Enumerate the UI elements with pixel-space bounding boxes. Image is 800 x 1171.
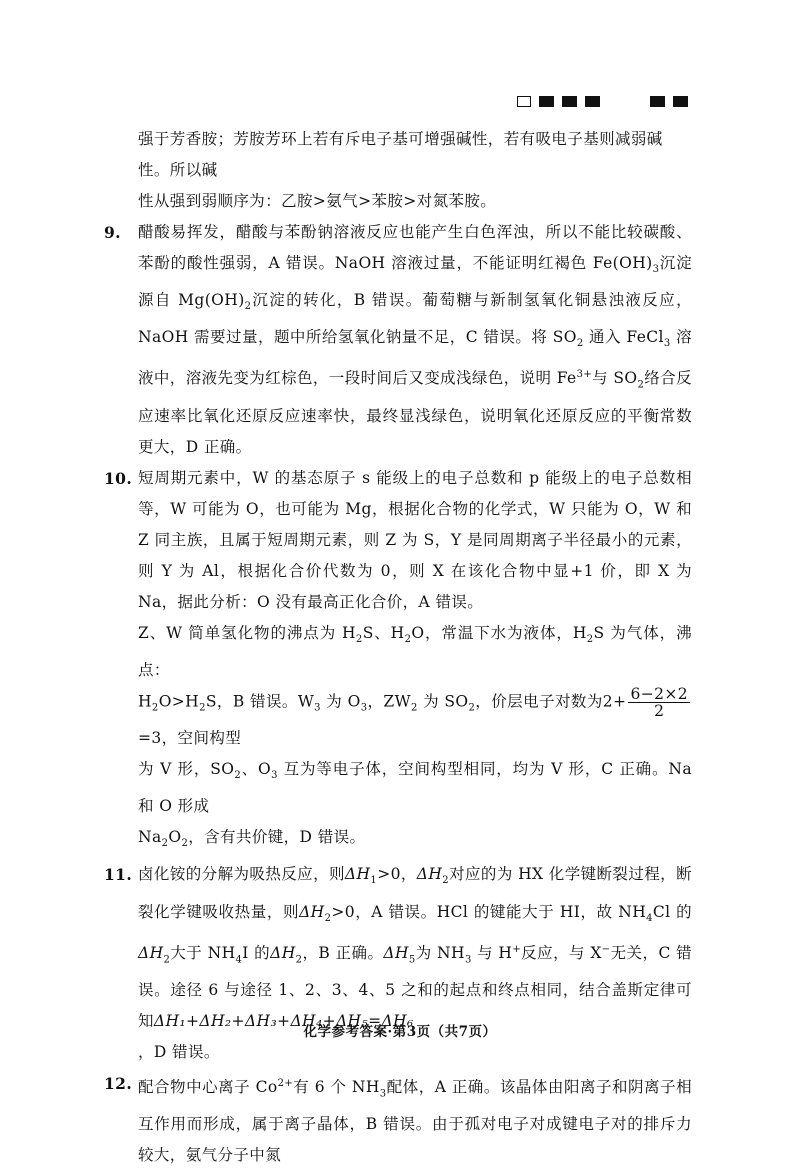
answer-9 <box>104 217 692 463</box>
answer-text: 短周期元素中，W 的基态原子 s 能级上的电子总数和 p 能级上的电子总数相等，W 可能为 O，也可能为 Mg，根据化合物的化学式，W 只能为 O，W 和 Z 同主族，且属于短周期元素，则 Z 为 S，Y 是同周期离子半径最小的元素，则 Y 为 Al，根据化合价代数为 0，则 X 在该化合物中显+1 价，即 X 为 Na，据此分析：O 没有最高正化合价，A 错误。 Z、W 简单氢化物的沸点为 $H_2S$、$H_2O$，常温下水为液体，$H_2S$ 为气体，沸点： $H_2O>H_2S$，B 错误。$W_3$ 为 $O_3$，$ZW_2$ 为 $SO_2$，价层电子对数为2+ $\frac{6-2\times 2}{2}$ =3，空间构型 为 V 形，$SO_2$、$O_3$ 互为等电子体，空间构型相同，均为 V 形，C 正确。Na 和 O 形成 $Na_2O_2$，含有共价键，D 错误。 <box>138 468 692 850</box>
intro-line: 性从强到弱顺序为：乙胺>氨气>苯胺>对氮苯胺。 <box>138 192 497 210</box>
intro-line: 强于芳香胺；芳胺芳环上若有斥电子基可增强碱性，若有吸电子基则减弱碱性。所以碱 <box>138 130 663 179</box>
answer-text: 卤化铵的分解为吸热反应，则$\Delta H_1>0$，$\Delta H_2$对应的为 HX 化学键断裂过程，断裂化学键吸收热量，则$\Delta H_2>0$，A 错误。HCl 的键能大于 HI，故 $NH_4Cl$ 的$\Delta H_2$大于 $NH_4I$ 的$\Delta H_2$，B 正确。$\Delta H_5$为 $NH_3$ 与 H+反应，与 X−无关，C 错误。途径 6 与途径 1、2、3、4、5 之和的起点和终点相同，结合盖斯定律可知ΔH₁+ΔH₂+ΔH₃+ΔH₄+ΔH₅=ΔH₆ ，D 错误。 <box>138 865 692 1061</box>
formula: 2+ <box>602 692 627 711</box>
hess-law-equation: ΔH₁+ΔH₂+ΔH₃+ΔH₄+ΔH₅=ΔH₆ <box>153 1011 414 1030</box>
answer-12 <box>104 1068 692 1171</box>
answer-10 <box>104 463 692 860</box>
filled-square-mark <box>673 96 688 107</box>
filled-square-mark <box>562 96 577 107</box>
filled-square-mark <box>539 96 554 107</box>
answer-number: 10. <box>104 468 133 488</box>
filled-square-mark <box>585 96 600 107</box>
hollow-square-mark <box>517 96 531 107</box>
answer-number: 9. <box>104 223 121 242</box>
answer-text: 醋酸易挥发，醋酸与苯酚钠溶液反应也能产生白色浑浊，所以不能比较碳酸、苯酚的酸性强弱，A 错误。NaOH 溶液过量，不能证明红褐色 $Fe(OH)_3$沉淀源自 $Mg(OH)_2$沉淀的转化，B 错误。葡萄糖与新制氢氧化铜悬浊液反应，NaOH 需要过量，题中所给氢氧化钠量不足，C 错误。将 $SO_2$ 通入 FeCl$_3$ 溶液中，溶液先变为红棕色，一段时间后又变成浅绿色，说明 $Fe^{3+}$与 $SO_2$络合反应速率比氧化还原反应速率快，最终显浅绿色，说明氧化还原反应的平衡常数更大，D 正确。 <box>138 223 692 456</box>
filled-square-mark <box>650 96 665 107</box>
answer-text: 配合物中心离子 $Co^{2+}$有 6 个 $NH_3$配体，A 正确。该晶体由阳离子和阴离子相互作用而形成，属于离子晶体，B 错误。由于孤对电子对成键电子对的排斥力较大，氨气分子中氮 <box>138 1077 692 1165</box>
fraction: $\frac{6-2\times 2}{2}$ <box>630 684 688 720</box>
header-marks <box>517 96 688 107</box>
intro-paragraph <box>104 124 692 217</box>
answer-number: 11. <box>104 865 133 885</box>
answer-body <box>104 124 692 1171</box>
page-footer: 化学参考答案·第3页（共7页） <box>303 1024 497 1040</box>
answer-number: 12. <box>104 1073 133 1093</box>
